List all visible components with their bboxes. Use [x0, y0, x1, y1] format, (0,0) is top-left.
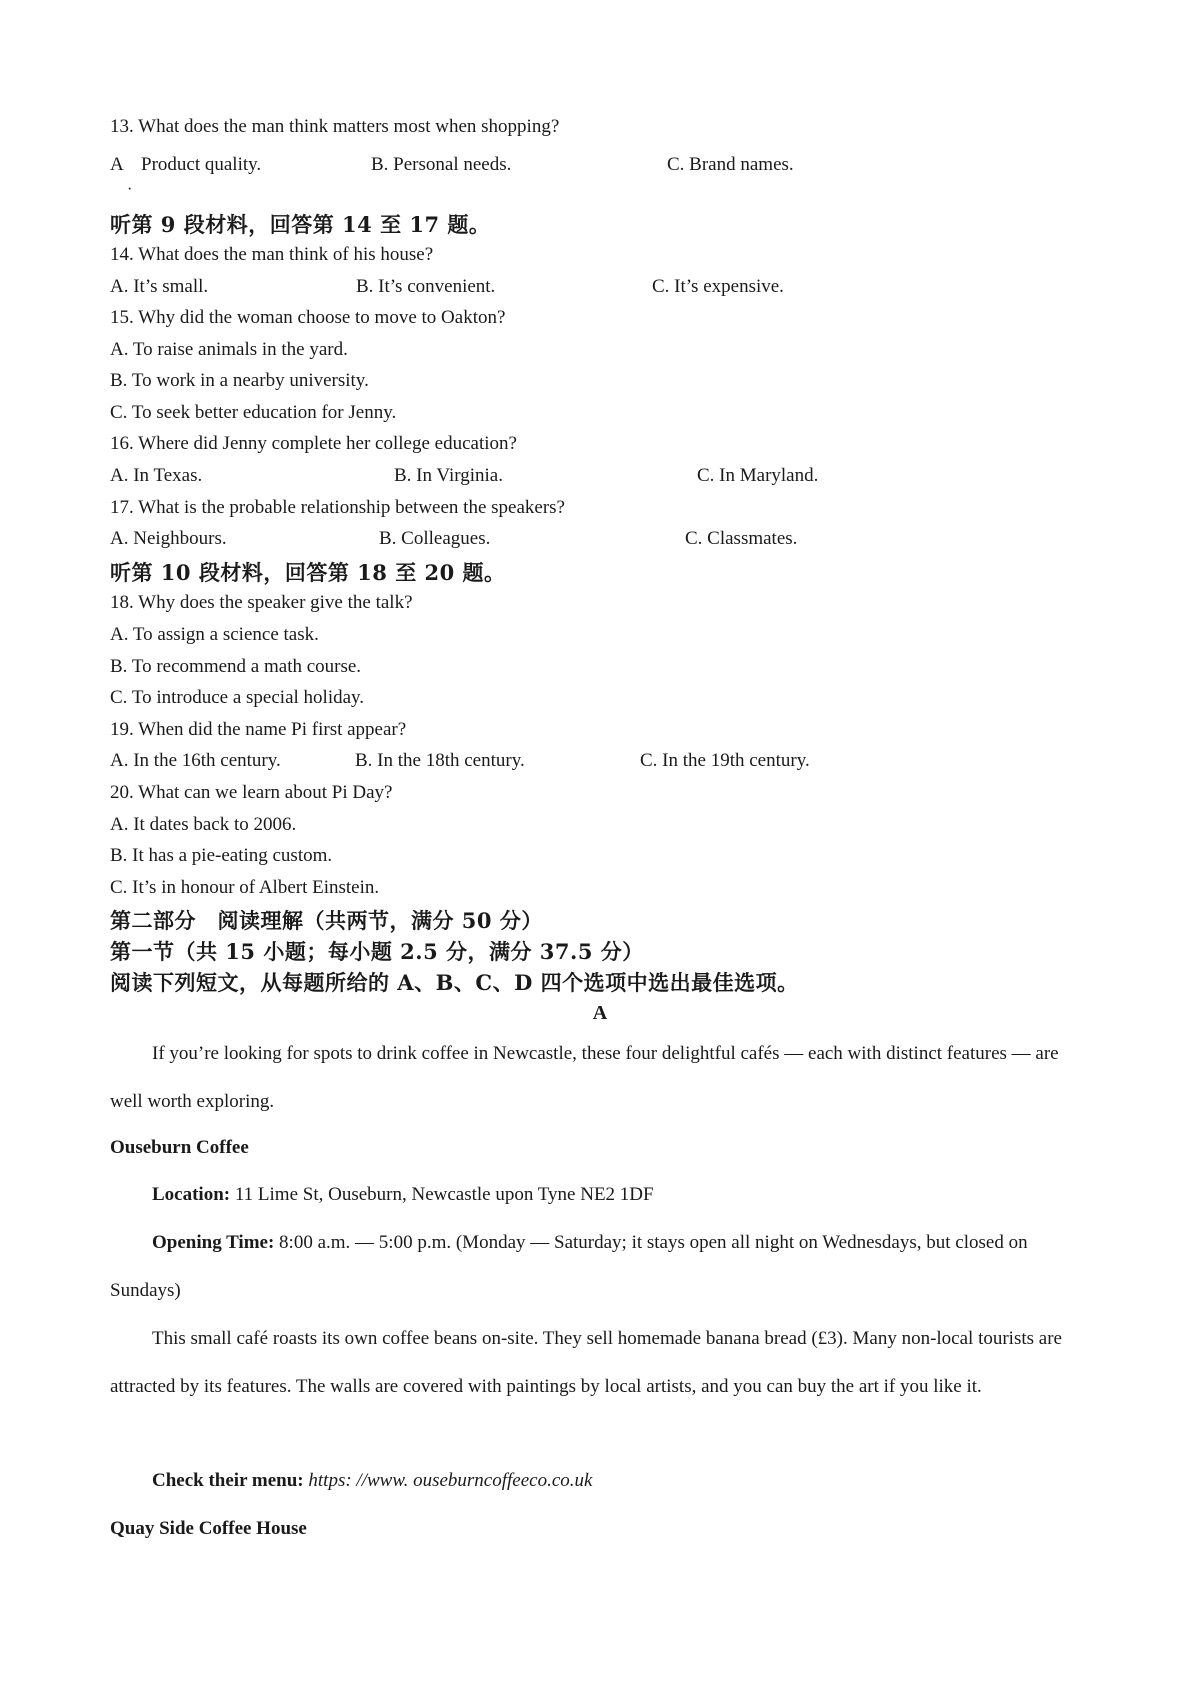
passage-intro: If you’re looking for spots to drink coffee in Newcastle, these four delightful cafés — each with distinct features — are well worth exploring. — [110, 1043, 1059, 1112]
q15-option-c: C. To seek better education for Jenny. — [110, 402, 397, 423]
q15-option-a: A. To raise animals in the yard. — [110, 339, 348, 360]
cafe-1-menu-link[interactable]: https: //www. ouseburncoffeeco.co.uk — [308, 1470, 593, 1491]
q14-option-c: C. It’s expensive. — [652, 276, 784, 297]
q13-option-a-letter: A — [110, 154, 124, 175]
section-9-heading: 听第 9 段材料，回答第 14 至 17 题。 — [110, 212, 491, 237]
section-10-heading: 听第 10 段材料，回答第 18 至 20 题。 — [110, 560, 506, 585]
cafe-1-menu-label: Check their menu: — [152, 1470, 304, 1491]
part-2-section-1-heading: 第一节（共 15 小题；每小题 2.5 分，满分 37.5 分） — [110, 939, 644, 964]
cafe-1-menu — [152, 1470, 592, 1492]
q13-option-c: C. Brand names. — [667, 154, 794, 175]
q14-option-a: A. It’s small. — [110, 276, 209, 297]
q14-option-b: B. It’s convenient. — [356, 276, 496, 297]
q17-option-a: A. Neighbours. — [110, 528, 227, 549]
q15-option-b: B. To work in a nearby university. — [110, 370, 369, 391]
question-16-stem: 16. Where did Jenny complete her college education? — [110, 433, 517, 454]
cafe-1-location-value: 11 Lime St, Ouseburn, Newcastle upon Tyne NE2 1DF — [230, 1184, 654, 1205]
q16-option-c: C. In Maryland. — [697, 465, 819, 486]
question-17-stem: 17. What is the probable relationship between the speakers? — [110, 497, 565, 518]
q13-option-b: B. Personal needs. — [371, 154, 512, 175]
question-18-stem: 18. Why does the speaker give the talk? — [110, 592, 413, 613]
question-13-stem: 13. What does the man think matters most when shopping? — [110, 116, 560, 137]
part-2-heading: 第二部分 阅读理解（共两节，满分 50 分） — [110, 908, 543, 933]
q18-option-a: A. To assign a science task. — [110, 624, 319, 645]
question-19-stem: 19. When did the name Pi first appear? — [110, 719, 407, 740]
reading-instruction: 阅读下列短文，从每题所给的 A、B、C、D 四个选项中选出最佳选项。 — [110, 970, 799, 995]
question-20-stem: 20. What can we learn about Pi Day? — [110, 782, 393, 803]
q17-option-b: B. Colleagues. — [379, 528, 491, 549]
q16-option-a: A. In Texas. — [110, 465, 203, 486]
q13-option-a: Product quality. — [141, 154, 262, 175]
cafe-2-name: Quay Side Coffee House — [110, 1518, 307, 1539]
q20-option-a: A. It dates back to 2006. — [110, 814, 297, 835]
q18-option-b: B. To recommend a math course. — [110, 656, 362, 677]
q19-option-a: A. In the 16th century. — [110, 750, 281, 771]
question-14-stem: 14. What does the man think of his house? — [110, 244, 434, 265]
q19-option-c: C. In the 19th century. — [640, 750, 810, 771]
cafe-1-opening-value: 8:00 a.m. — 5:00 p.m. (Monday — Saturday; it stays open all night on Wednesdays, but closed on Sundays) — [110, 1232, 1028, 1301]
q20-option-c: C. It’s in honour of Albert Einstein. — [110, 877, 380, 898]
passage-label: A — [592, 1002, 608, 1024]
cafe-1-opening — [110, 1219, 1090, 1315]
q16-option-b: B. In Virginia. — [394, 465, 503, 486]
q19-option-b: B. In the 18th century. — [355, 750, 525, 771]
cafe-1-description: This small café roasts its own coffee beans on-site. They sell homemade banana bread (£3). Many non-local tourists are attracted by its features. The walls are covered with paintings by local artists, and you can buy the art if you like it. — [110, 1328, 1062, 1397]
cafe-1-name: Ouseburn Coffee — [110, 1137, 249, 1158]
question-15-stem: 15. Why did the woman choose to move to Oakton? — [110, 307, 506, 328]
cafe-1-opening-label: Opening Time: — [152, 1232, 275, 1253]
stray-dot: · — [127, 181, 133, 198]
q18-option-c: C. To introduce a special holiday. — [110, 687, 365, 708]
cafe-1-location — [152, 1184, 654, 1206]
q17-option-c: C. Classmates. — [685, 528, 798, 549]
cafe-1-location-label: Location: — [152, 1184, 231, 1205]
q20-option-b: B. It has a pie-eating custom. — [110, 845, 333, 866]
